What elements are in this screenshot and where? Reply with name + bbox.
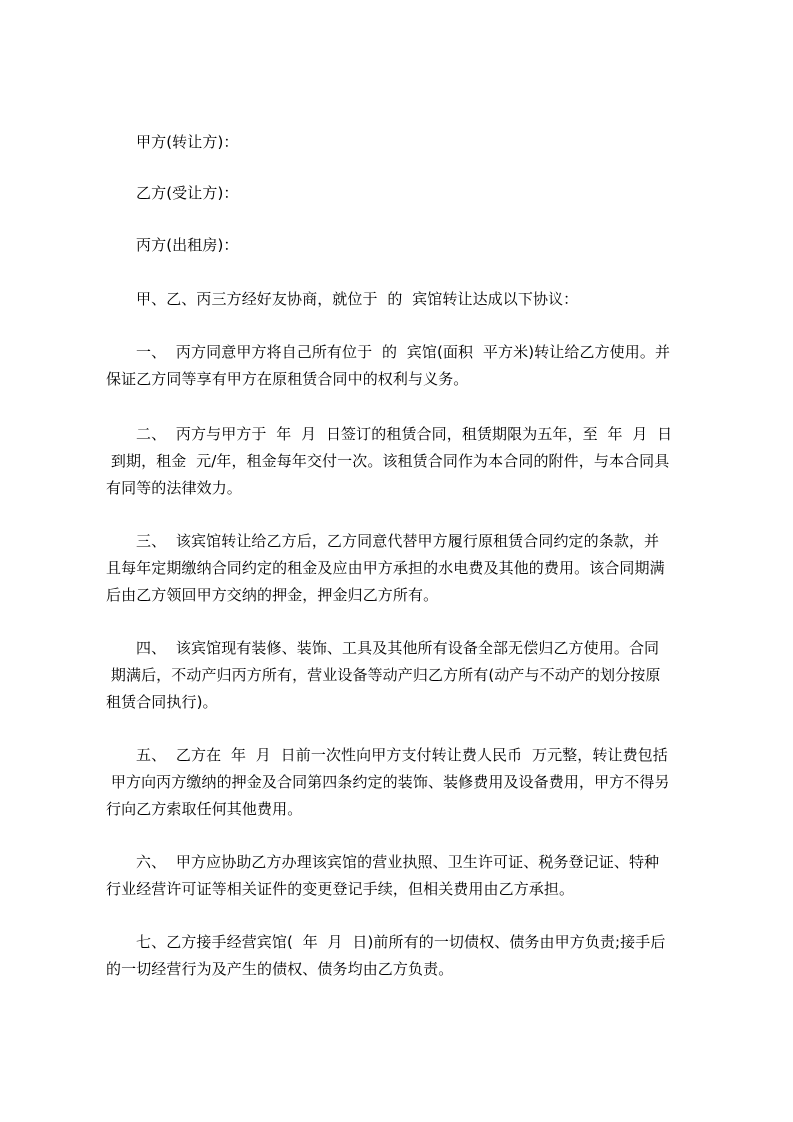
clause-2-line-3: 有同等的法律效力。 bbox=[106, 479, 242, 497]
clause-7-line-1: 七、乙方接手经营宾馆( 年 月 日)前所有的一切债权、债务由甲方负责;接手后 bbox=[136, 933, 666, 951]
party-a-line: 甲方(转让方)： bbox=[136, 133, 239, 151]
party-c-line: 丙方(出租房)： bbox=[136, 236, 239, 254]
clause-5-line-3: 行向乙方索取任何其他费用。 bbox=[106, 800, 303, 818]
clause-2-line-2: 到期，租金 元/年，租金每年交付一次。该租赁合同作为本合同的附件，与本合同具 bbox=[106, 452, 670, 470]
intro-paragraph: 甲、乙、丙三方经好友协商，就位于 的 宾馆转让达成以下协议： bbox=[136, 290, 579, 308]
clause-5-line-1: 五、 乙方在 年 月 日前一次性向甲方支付转让费人民币 万元整，转让费包括 bbox=[136, 746, 668, 764]
clause-4-line-3: 租赁合同执行)。 bbox=[106, 693, 218, 711]
clause-4-line-1: 四、 该宾馆现有装修、装饰、工具及其他所有设备全部无偿归乙方使用。合同 bbox=[136, 639, 660, 657]
clause-7-line-2: 的一切经营行为及产生的债权、债务均由乙方负责。 bbox=[106, 960, 454, 978]
clause-1-line-2: 保证乙方同等享有甲方在原租赁合同中的权利与义务。 bbox=[106, 370, 469, 388]
clause-3-line-1: 三、 该宾馆转让给乙方后，乙方同意代替甲方履行原租赁合同约定的条款，并 bbox=[136, 532, 660, 550]
clause-1-line-1: 一、 丙方同意甲方将自己所有位于 的 宾馆(面积 平方米)转让给乙方使用。并 bbox=[136, 343, 671, 361]
clause-5-line-2: 甲方向丙方缴纳的押金及合同第四条约定的装饰、装修费用及设备费用，甲方不得另 bbox=[106, 773, 670, 791]
clause-6-line-1: 六、 甲方应协助乙方办理该宾馆的营业执照、卫生许可证、税务登记证、特种 bbox=[136, 853, 660, 871]
clause-3-line-2: 且每年定期缴纳合同约定的租金及应由甲方承担的水电费及其他的费用。该合同期满 bbox=[106, 559, 665, 577]
party-b-line: 乙方(受让方)： bbox=[136, 184, 239, 202]
clause-6-line-2: 行业经营许可证等相关证件的变更登记手续，但相关费用由乙方承担。 bbox=[106, 880, 575, 898]
clause-4-line-2: 期满后，不动产归丙方所有，营业设备等动产归乙方所有(动产与不动产的划分按原 bbox=[106, 666, 661, 684]
clause-3-line-3: 后由乙方领回甲方交纳的押金，押金归乙方所有。 bbox=[106, 586, 439, 604]
clause-2-line-1: 二、 丙方与甲方于 年 月 日签订的租赁合同，租赁期限为五年，至 年 月 日 bbox=[136, 425, 673, 443]
